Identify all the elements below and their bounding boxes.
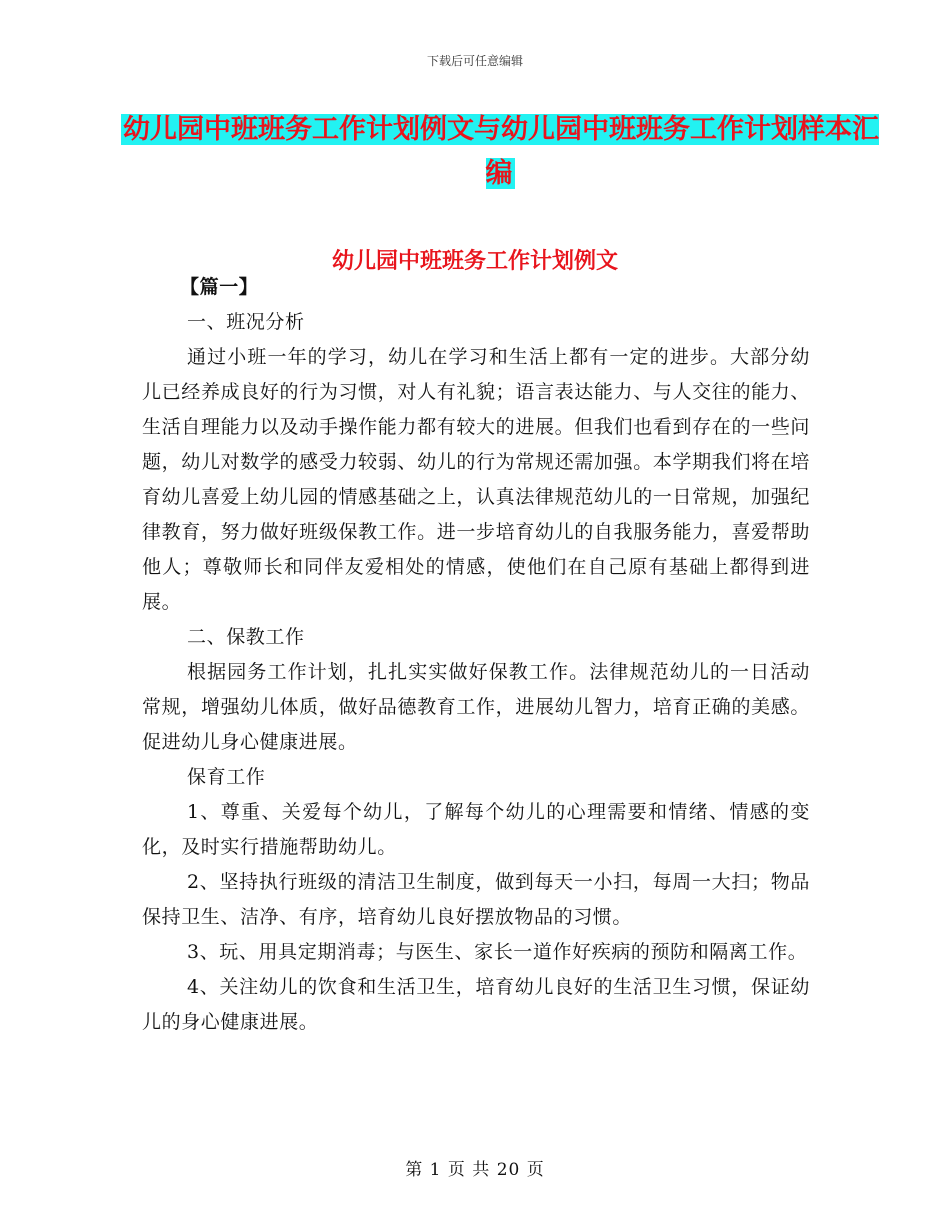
paragraph: 根据园务工作计划，扎扎实实做好保教工作。法律规范幼儿的一日活动常规，增强幼儿体质，做好品德教育工作，进展幼儿智力，培育正确的美感。促进幼儿身心健康进展。 [142, 661, 810, 753]
page-number: 第 1 页 共 20 页 [405, 1160, 545, 1180]
heading-class-analysis: 一、班况分析 [187, 311, 305, 333]
list-item: 4、关注幼儿的饮食和生活卫生，培育幼儿良好的生活卫生习惯，保证幼儿的身心健康进展。 [142, 976, 810, 1033]
list-item: 1、尊重、关爱每个幼儿，了解每个幼儿的心理需要和情绪、情感的变化，及时实行措施帮助幼儿。 [142, 801, 810, 858]
heading-care-education: 二、保教工作 [187, 626, 305, 648]
list-item: 3、玩、用具定期消毒；与医生、家长一道作好疾病的预防和隔离工作。 [187, 941, 808, 963]
part-label: 【篇一】 [180, 276, 259, 298]
document-title-text: 幼儿园中班班务工作计划例文与幼儿园中班班务工作计划样本汇编 [123, 114, 879, 189]
document-body [142, 270, 810, 1040]
heading-care-work: 保育工作 [187, 766, 266, 788]
section-title: 幼儿园中班班务工作计划例文 [331, 249, 618, 274]
document-title [120, 108, 880, 196]
paragraph: 通过小班一年的学习，幼儿在学习和生活上都有一定的进步。大部分幼儿已经养成良好的行为习惯，对人有礼貌；语言表达能力、与人交往的能力、生活自理能力以及动手操作能力都有较大的进展。但我们也看到存在的一些问题，幼儿对数学的感受力较弱、幼儿的行为常规还需加强。本学期我们将在培育幼儿喜爱上幼儿园的情感基础之上，认真法律规范幼儿的一日常规，加强纪律教育，努力做好班级保教工作。进一步培育幼儿的自我服务能力，喜爱帮助他人；尊敬师长和同伴友爱相处的情感，使他们在自己原有基础上都得到进展。 [142, 346, 810, 613]
header-note: 下载后可任意编辑 [426, 54, 523, 68]
list-item: 2、坚持执行班级的清洁卫生制度，做到每天一小扫，每周一大扫；物品保持卫生、洁净、有序，培育幼儿良好摆放物品的习惯。 [142, 871, 810, 928]
